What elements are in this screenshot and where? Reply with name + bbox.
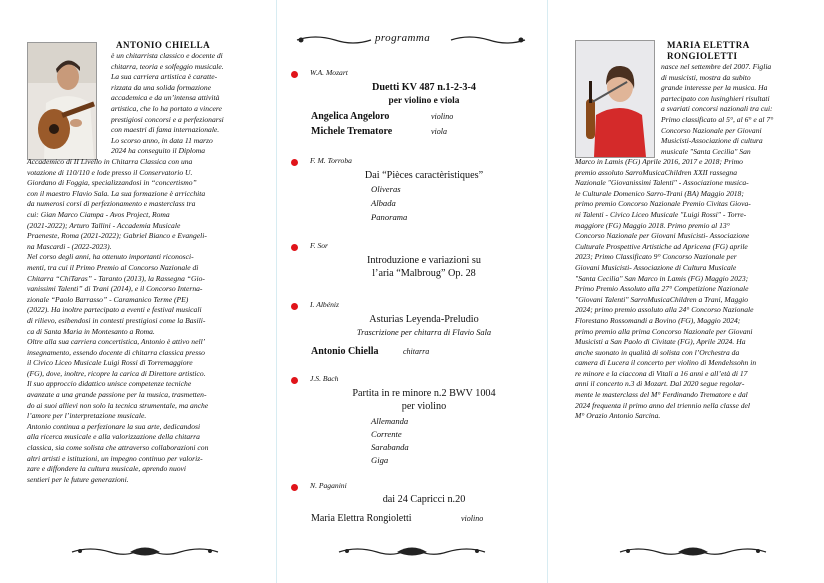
- performer-row: Antonio Chiella chitarra: [311, 346, 430, 357]
- bullet-dot: [291, 484, 298, 491]
- bio-line: nasce nel settembre del 2007. Figlia: [661, 62, 772, 71]
- bio-line: Accademico di II Livello in Chitarra Classica con una: [27, 157, 193, 166]
- bio-line: altri artisti e istituzioni, un impegno continuo per valoriz-: [27, 453, 203, 463]
- bio-line: "Santa Cecilia" San Marco in Lamis (FG) Maggio 2023;: [575, 273, 749, 283]
- bullet-dot: [291, 377, 298, 384]
- bio-line: le Culturale Domenico Sarro-Trani (BA) Maggio 2018;: [575, 188, 744, 198]
- bullet-dot: [291, 159, 298, 166]
- bio-line: con il maestro Flavio Sala. La sua formazione è arricchita: [27, 188, 206, 198]
- bio-line: Il suo approccio didattico unisce competenze tecniche: [27, 379, 192, 389]
- bio-line: anni il concerto n.3 di Mozart. Dal 2020 segue regolar-: [575, 379, 745, 389]
- bio-line: Florestano Rossomandi a Bovino (FG), Maggio 2024;: [575, 315, 741, 325]
- bio-line: ni Talenti - Civico Liceo Musicale "Luigi Rossi" - Torre-: [575, 209, 747, 219]
- work-title: Partita in re minore n.2 BWV 1004: [352, 388, 496, 399]
- bio-line: il Civico Liceo Musicale Luigi Rossi di Torremaggiore: [27, 358, 193, 368]
- portrait-antonio-chiella: [27, 42, 97, 160]
- flourish-ornament-icon: [337, 545, 487, 559]
- bullet-dot: [291, 71, 298, 78]
- performer-name-maria-line1: MARIA ELETTRA: [667, 40, 750, 50]
- bio-line: sentieri per le future generazioni.: [27, 474, 129, 484]
- bio-line: prestigiosi concorsi e a perfezionarsi: [111, 114, 224, 124]
- bio-line: insegnamento, essendo docente di chitarra classica presso: [27, 347, 205, 357]
- composer-name: N. Paganini: [310, 481, 347, 490]
- bio-line: Lo scorso anno, in data 11 marzo: [111, 135, 213, 145]
- composer-name: I. Albéniz: [310, 300, 339, 309]
- work-title: Dai “Pièces caractèristiques”: [364, 170, 484, 181]
- bio-line: di rilievo, esibendosi in contesti prestigiosi come la Basili-: [27, 315, 206, 325]
- portrait-maria-elettra: [575, 40, 655, 158]
- bio-line: primo premio Concorso Nazionale Premio Civitas Giova-: [575, 199, 751, 209]
- bio-line: Antonio continua a perfezionare la sua arte, dedicandosi: [27, 421, 201, 431]
- bio-line: (2022). Ha inoltre partecipato a eventi e festival musicali: [27, 305, 202, 315]
- bullet-dot: [291, 303, 298, 310]
- bio-line: Primo Premio Assoluto alla 27° Competizione Nazionale: [575, 284, 749, 294]
- bio-line: ca di Santa Maria in Montesanto a Roma.: [27, 326, 155, 336]
- work-subtitle: per violino e viola: [388, 96, 460, 106]
- movement: Corrente: [371, 429, 402, 439]
- movement: Oliveras: [371, 184, 401, 194]
- bio-line: "Giovani Talenti" SarroMusicaChildren a Trani, Maggio: [575, 294, 749, 304]
- bio-line: 2024 ha conseguito il Diploma: [111, 146, 206, 156]
- bio-line: avanzate a una grande passione per la musica, trasmetten-: [27, 390, 207, 400]
- bio-line: Nel corso degli anni, ha ottenuto importanti riconosci-: [27, 252, 194, 262]
- bio-line: classica, sia come solista che attraverso collaborazioni con: [27, 443, 209, 453]
- bio-line: zionale “Paolo Barrasso” - Caramanico Terme (PE): [27, 294, 189, 304]
- panel-program: [277, 0, 547, 583]
- bullet-dot: [291, 244, 298, 251]
- bio-antonio-intro: [111, 51, 257, 157]
- work-title: Duetti KV 487 n.1-2-3-4: [372, 82, 476, 93]
- bio-line: zare e diffondere la cultura musicale, aprendo nuovi: [27, 464, 187, 474]
- bio-line: Nazionale "Giovanissimi Talenti" - Associazione musica-: [575, 178, 749, 188]
- flourish-left-icon: [295, 34, 373, 46]
- composer-name: F. Sor: [310, 241, 329, 250]
- movement: Allemanda: [371, 416, 409, 426]
- composer-name: W.A. Mozart: [310, 68, 348, 77]
- bio-line: premio assoluto SarroMusicaChildren XXII rassegna: [575, 167, 737, 177]
- performer-row: Maria Elettra Rongioletti violino: [311, 513, 484, 524]
- bio-line: alla ricerca musicale e alla valorizzazione della chitarra: [27, 432, 200, 442]
- bio-line: (2021-2022); Arturo Tallini - Accademia Musicale: [27, 220, 181, 230]
- bio-line: Concorso Nazionale per Giovani Musicisti- Associazione: [575, 231, 750, 241]
- bio-line: Musicisti a San Paolo di Civitate (FG), Aprile 2024. Ha: [575, 337, 746, 347]
- bio-line: partecipato con lusinghieri risultati: [661, 93, 770, 103]
- bio-line: di musicisti, mostra da subito: [661, 72, 751, 82]
- bio-line: (FG), dove, inoltre, ricopre la carica di Direttore artistico.: [27, 368, 206, 378]
- composer-name: J.S. Bach: [310, 374, 339, 383]
- bio-line: 2024; primo premio assoluto alla 24° Concorso Nazionale: [575, 305, 754, 315]
- bio-line: chitarra, teoria e solfeggio musicale.: [111, 61, 224, 71]
- bio-line: cui: Gian Marco Ciampa - Avos Project, Roma: [27, 209, 170, 219]
- bio-line: grande interesse per la musica. Ha: [661, 83, 768, 93]
- bio-line: mente le masterclass del M° Ferdinando Trematore e dal: [575, 390, 748, 400]
- flourish-ornament-icon: [70, 545, 220, 559]
- bio-line: l’amore per l’interpretazione musicale.: [27, 411, 147, 421]
- bio-maria-intro: [661, 62, 805, 157]
- bio-line: votazione di 110/110 e lode presso il Conservatorio U.: [27, 167, 193, 177]
- bio-line: artistica, che lo ha portato a vincere: [111, 103, 222, 113]
- bio-line: La sua carriera artistica è caratte-: [111, 72, 218, 82]
- bio-line: Giovani Musicisti- Associazione di Cultura Musicale: [575, 262, 737, 272]
- bio-line: rizzata da una solida formazione: [111, 82, 211, 92]
- work-title: Asturias Leyenda-Preludio: [369, 314, 479, 325]
- bio-line: Primo classificato al 5°, al 6° e al 7°: [661, 114, 774, 124]
- bio-line: accademica e da un’intensa attività: [111, 93, 220, 103]
- bio-line: do ai suoi allievi non solo la tecnica strumentale, ma anche: [27, 400, 209, 410]
- bio-maria-body: [575, 157, 805, 422]
- bio-line: musicale "Santa Cecilia" San: [661, 146, 751, 156]
- bio-line: re minore e la ciaccona di Vitali a 16 anni e all’età di 17: [575, 368, 748, 378]
- movement: Panorama: [371, 212, 408, 222]
- bio-line: a svariati concorsi nazionali tra cui:: [661, 104, 773, 114]
- performer-row: Angelica Angeloro violino: [311, 111, 454, 122]
- bio-line: Musicisti-Associazione di cultura: [661, 136, 763, 146]
- work-title: dai 24 Capricci n.20: [382, 494, 466, 505]
- bio-line: Concorso Nazionale per Giovani: [661, 125, 762, 135]
- bio-line: da numerosi corsi di perfezionamento e masterclass tra: [27, 199, 196, 209]
- panel-maria-elettra: [548, 0, 824, 583]
- bio-line: con maestri di fama internazionale.: [111, 125, 220, 135]
- bio-line: camera di Lucera il concerto per violino di Mendelssohn in: [575, 358, 757, 368]
- movement: Giga: [371, 455, 389, 465]
- bio-line: na Mascardi - (2022-2023).: [27, 241, 112, 251]
- work-subtitle: l’aria “Malbroug” Op. 28: [372, 268, 476, 279]
- bio-line: menti, tra cui il Primo Premio al Concorso Nazionale di: [27, 262, 199, 272]
- bio-line: Culturale Prospettive Artistiche ad Apricena (FG) aprile: [575, 241, 748, 251]
- bio-line: M° Orazio Antonio Sarcina.: [575, 411, 661, 421]
- flourish-right-icon: [449, 34, 527, 46]
- performer-name-antonio: ANTONIO CHIELLA: [116, 40, 211, 50]
- flourish-ornament-icon: [618, 545, 768, 559]
- bio-line: Marco in Lamis (FG) Aprile 2016, 2017 e 2018; Primo: [575, 157, 743, 166]
- bio-line: è un chitarrista classico e docente di: [111, 51, 223, 60]
- panel-antonio-chiella: [0, 0, 276, 583]
- performer-row: Michele Trematore viola: [311, 126, 447, 137]
- bio-line: Praeneste, Roma (2021-2022); Gabriel Bianco e Evangeli-: [27, 231, 207, 241]
- movement: Albada: [371, 198, 396, 208]
- bio-line: 2023; Primo Classificato 9° Concorso Nazionale per: [575, 252, 737, 262]
- work-title: Introduzione e variazioni su: [366, 255, 481, 266]
- bio-line: Oltre alla sua carriera concertistica, Antonio è attivo nell’: [27, 337, 206, 347]
- transcription-note: Trascrizione per chitarra di Flavio Sala: [356, 328, 492, 337]
- bio-line: Chitarra “ChiTaras” - Taranto (2013), la Rassegna “Gio-: [27, 273, 205, 283]
- work-subtitle: per violino: [401, 401, 447, 412]
- bio-antonio-body: [27, 157, 257, 485]
- bio-line: 2024 frequenta il primo anno del triennio nella classe del: [575, 400, 750, 410]
- bio-line: primo premio alla prima Concorso Nazionale per Giovani: [575, 326, 753, 336]
- bio-line: vanissimi Talenti” di Trani (2014), e il Concorso Interna-: [27, 284, 203, 294]
- movement: Sarabanda: [371, 442, 409, 452]
- bio-line: maggiore (FG) Maggio 2018. Primo premio al 13°: [575, 220, 730, 230]
- performer-name-maria-line2: RONGIOLETTI: [667, 51, 738, 61]
- program-title: programma: [375, 32, 431, 44]
- bio-line: Giordano di Foggia, specializzandosi in “concertismo”: [27, 178, 197, 188]
- bio-line: anche suonato in qualità di solista con l’Orchestra da: [575, 347, 740, 357]
- composer-name: F. M. Torroba: [310, 156, 352, 165]
